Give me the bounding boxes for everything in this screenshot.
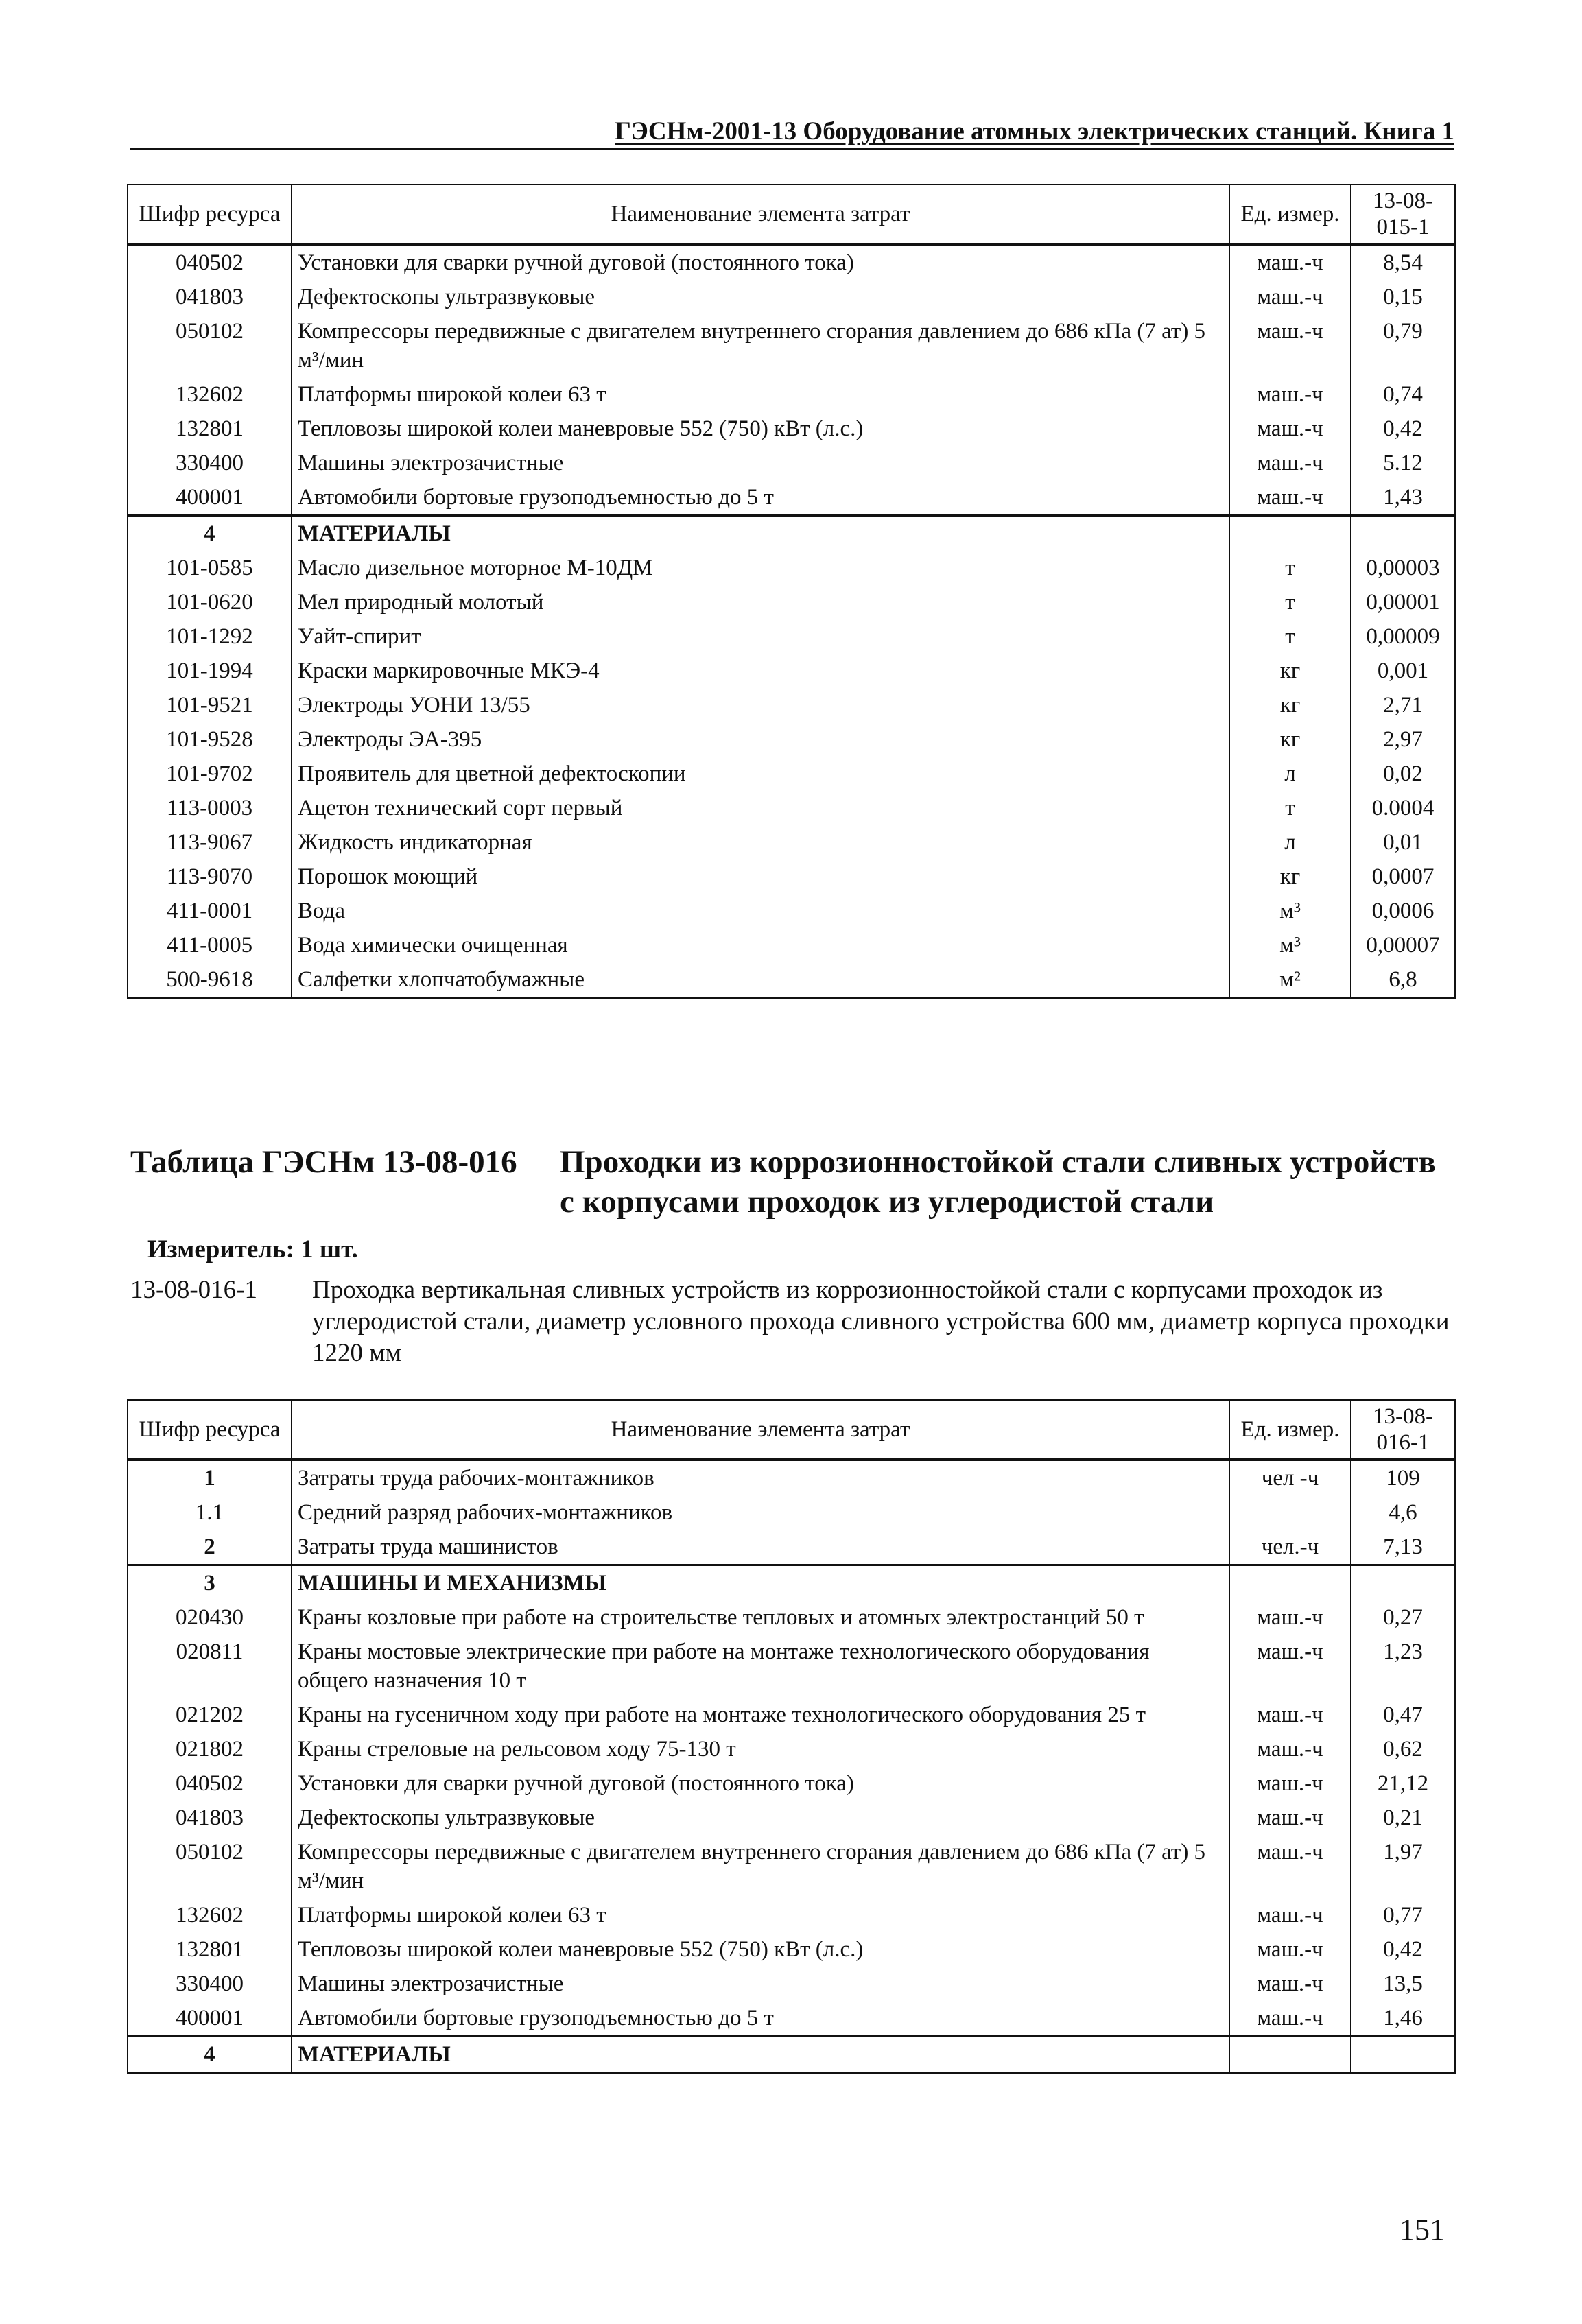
column-header-norm: 13-08-016-1 [1351, 1400, 1455, 1460]
resource-unit: маш.-ч [1229, 280, 1351, 314]
table-row [128, 1932, 1455, 1967]
resource-unit: маш.-ч [1229, 480, 1351, 516]
resource-name: Средний разряд рабочих-монтажников [292, 1495, 1229, 1530]
resource-name: Автомобили бортовые грузоподъемностью до 5 т [292, 480, 1229, 516]
resource-unit: маш.-ч [1229, 314, 1351, 377]
resource-code: 2 [128, 1530, 292, 1565]
table-row [128, 412, 1455, 446]
table-row [128, 585, 1455, 619]
resource-value: 0,01 [1351, 825, 1455, 859]
resource-value: 1,46 [1351, 2001, 1455, 2037]
table-row [128, 1698, 1455, 1732]
resource-value: 1,23 [1351, 1635, 1455, 1698]
table-row [128, 791, 1455, 825]
table-row [128, 1967, 1455, 2001]
resource-value: 8,54 [1351, 244, 1455, 280]
resource-unit [1229, 2037, 1351, 2073]
table-row [128, 1835, 1455, 1898]
resource-code: 021802 [128, 1732, 292, 1766]
resource-code: 050102 [128, 1835, 292, 1898]
resource-code: 1 [128, 1460, 292, 1495]
resource-value: 0,0007 [1351, 859, 1455, 894]
resource-unit: маш.-ч [1229, 1835, 1351, 1898]
resource-value: 0.0004 [1351, 791, 1455, 825]
resource-name: Электроды ЭА-395 [292, 722, 1229, 757]
resource-value: 1,43 [1351, 480, 1455, 516]
resource-unit: т [1229, 791, 1351, 825]
resource-value: 0,74 [1351, 377, 1455, 412]
resource-name: Уайт-спирит [292, 619, 1229, 654]
resource-code: 021202 [128, 1698, 292, 1732]
norm-description: Проходка вертикальная сливных устройств из коррозионностойкой стали с корпусами проходок из углеродистой стали, диаметр условного прохода сливного устройства 600 мм, диаметр корпуса проходки 1220 мм [312, 1276, 1450, 1367]
resource-name: Электроды УОНИ 13/55 [292, 688, 1229, 722]
resource-code: 132801 [128, 1932, 292, 1967]
column-header-code: Шифр ресурса [128, 185, 292, 244]
resource-code: 400001 [128, 2001, 292, 2037]
resource-value: 5.12 [1351, 446, 1455, 480]
resource-name: Платформы широкой колеи 63 т [292, 377, 1229, 412]
resource-unit: маш.-ч [1229, 1635, 1351, 1698]
resource-unit: маш.-ч [1229, 377, 1351, 412]
resource-value: 0,27 [1351, 1600, 1455, 1635]
table-row [128, 1732, 1455, 1766]
resource-value: 2,71 [1351, 688, 1455, 722]
resource-value: 0,79 [1351, 314, 1455, 377]
resource-value: 0,00001 [1351, 585, 1455, 619]
table-title-label: Таблица ГЭСНм 13-08-016 [130, 1144, 517, 1180]
resource-unit: маш.-ч [1229, 1732, 1351, 1766]
resource-name: Установки для сварки ручной дуговой (постоянного тока) [292, 244, 1229, 280]
resource-unit: маш.-ч [1229, 244, 1351, 280]
table-row [128, 825, 1455, 859]
resource-name: Платформы широкой колеи 63 т [292, 1898, 1229, 1932]
resource-value: 0,47 [1351, 1698, 1455, 1732]
resource-unit: кг [1229, 859, 1351, 894]
measure-unit [147, 1235, 358, 1264]
resource-value: 0,42 [1351, 1932, 1455, 1967]
resource-unit: л [1229, 825, 1351, 859]
resource-unit [1229, 1565, 1351, 1601]
table-row [128, 894, 1455, 928]
table-row [128, 1495, 1455, 1530]
page-header [130, 117, 1454, 150]
resource-table-1 [127, 184, 1456, 999]
resource-unit: м³ [1229, 894, 1351, 928]
resource-code: 020430 [128, 1600, 292, 1635]
table-row [128, 1635, 1455, 1698]
resource-name: Затраты труда рабочих-монтажников [292, 1460, 1229, 1495]
norm-code: 13-08-016-1 [130, 1276, 257, 1304]
resource-code: 500-9618 [128, 962, 292, 998]
column-header-name: Наименование элемента затрат [292, 1400, 1229, 1460]
table-row [128, 928, 1455, 962]
resource-code: 040502 [128, 244, 292, 280]
resource-name: Дефектоскопы ультразвуковые [292, 280, 1229, 314]
resource-value: 0,15 [1351, 280, 1455, 314]
resource-name: Краски маркировочные МКЭ-4 [292, 654, 1229, 688]
page-number: 151 [1400, 2213, 1445, 2246]
resource-code: 1.1 [128, 1495, 292, 1530]
resource-code: 020811 [128, 1635, 292, 1698]
resource-code: 101-9528 [128, 722, 292, 757]
resource-code: 330400 [128, 1967, 292, 2001]
page-header-title: ГЭСНм-2001-13 Оборудование атомных электрических станций. Книга 1 [615, 117, 1454, 145]
resource-value: 0,00007 [1351, 928, 1455, 962]
resource-code: 050102 [128, 314, 292, 377]
table-row [128, 280, 1455, 314]
table-row [128, 244, 1455, 280]
table-row [128, 1460, 1455, 1495]
resource-value: 0,00003 [1351, 551, 1455, 585]
table-header-row [128, 185, 1455, 244]
table-row [128, 859, 1455, 894]
resource-name: Краны козловые при работе на строительстве тепловых и атомных электростанций 50 т [292, 1600, 1229, 1635]
resource-unit: т [1229, 619, 1351, 654]
resource-code: 101-0620 [128, 585, 292, 619]
resource-value [1351, 2037, 1455, 2073]
table-row [128, 654, 1455, 688]
resource-unit [1229, 1495, 1351, 1530]
resource-unit: маш.-ч [1229, 1766, 1351, 1801]
table-row [128, 1801, 1455, 1835]
resource-value: 0,02 [1351, 757, 1455, 791]
resource-code: 101-0585 [128, 551, 292, 585]
resource-code: 101-9702 [128, 757, 292, 791]
resource-code: 330400 [128, 446, 292, 480]
resource-name: Машины электрозачистные [292, 446, 1229, 480]
table-title-text: Проходки из коррозионностойкой стали сливных устройств с корпусами проходок из углеродистой стали [560, 1144, 1436, 1220]
table-section-row [128, 516, 1455, 552]
resource-code: 113-9070 [128, 859, 292, 894]
resource-unit: чел.-ч [1229, 1530, 1351, 1565]
resource-name: Установки для сварки ручной дуговой (постоянного тока) [292, 1766, 1229, 1801]
resource-unit: маш.-ч [1229, 1898, 1351, 1932]
resource-code: 400001 [128, 480, 292, 516]
resource-name: Порошок моющий [292, 859, 1229, 894]
resource-name: МАШИНЫ И МЕХАНИЗМЫ [292, 1565, 1229, 1601]
column-header-code: Шифр ресурса [128, 1400, 292, 1460]
resource-name: Машины электрозачистные [292, 1967, 1229, 2001]
resource-name: Дефектоскопы ультразвуковые [292, 1801, 1229, 1835]
resource-name: Краны мостовые электрические при работе на монтаже технологического оборудования общего назначения 10 т [292, 1635, 1229, 1698]
resource-code: 4 [128, 516, 292, 552]
resource-name: Вода химически очищенная [292, 928, 1229, 962]
resource-name: Масло дизельное моторное М-10ДМ [292, 551, 1229, 585]
resource-unit: л [1229, 757, 1351, 791]
column-header-unit: Ед. измер. [1229, 1400, 1351, 1460]
resource-code: 101-1994 [128, 654, 292, 688]
resource-code: 4 [128, 2037, 292, 2073]
resource-unit: маш.-ч [1229, 1801, 1351, 1835]
column-header-norm: 13-08-015-1 [1351, 185, 1455, 244]
resource-code: 113-0003 [128, 791, 292, 825]
table-row [128, 314, 1455, 377]
resource-name: Краны стреловые на рельсовом ходу 75-130 т [292, 1732, 1229, 1766]
resource-unit: чел -ч [1229, 1460, 1351, 1495]
resource-name: Салфетки хлопчатобумажные [292, 962, 1229, 998]
resource-value: 0,21 [1351, 1801, 1455, 1835]
resource-unit: маш.-ч [1229, 2001, 1351, 2037]
table-row [128, 688, 1455, 722]
resource-value: 0,0006 [1351, 894, 1455, 928]
resource-name: Мел природный молотый [292, 585, 1229, 619]
resource-name: Затраты труда машинистов [292, 1530, 1229, 1565]
resource-unit: маш.-ч [1229, 1698, 1351, 1732]
resource-unit [1229, 516, 1351, 552]
resource-unit: кг [1229, 654, 1351, 688]
resource-unit: маш.-ч [1229, 446, 1351, 480]
resource-unit: кг [1229, 688, 1351, 722]
resource-value [1351, 516, 1455, 552]
table-row [128, 722, 1455, 757]
resource-value: 6,8 [1351, 962, 1455, 998]
resource-code: 3 [128, 1565, 292, 1601]
resource-name: Вода [292, 894, 1229, 928]
resource-value: 4,6 [1351, 1495, 1455, 1530]
table-section-row [128, 2037, 1455, 2073]
resource-value: 0,001 [1351, 654, 1455, 688]
resource-value: 2,97 [1351, 722, 1455, 757]
resource-code: 041803 [128, 280, 292, 314]
table-row [128, 551, 1455, 585]
resource-name: Автомобили бортовые грузоподъемностью до 5 т [292, 2001, 1229, 2037]
table-header-row [128, 1400, 1455, 1460]
resource-name: Компрессоры передвижные с двигателем внутреннего сгорания давлением до 686 кПа (7 ат) 5 м³/мин [292, 1835, 1229, 1898]
resource-value: 0,00009 [1351, 619, 1455, 654]
resource-value: 0,77 [1351, 1898, 1455, 1932]
resource-value: 0,62 [1351, 1732, 1455, 1766]
resource-name: Тепловозы широкой колеи маневровые 552 (750) кВт (л.с.) [292, 412, 1229, 446]
resource-value: 21,12 [1351, 1766, 1455, 1801]
table-row [128, 480, 1455, 516]
resource-code: 132602 [128, 1898, 292, 1932]
measure-label: Измеритель: [147, 1235, 294, 1264]
resource-table-2 [127, 1399, 1456, 2074]
resource-name: Жидкость индикаторная [292, 825, 1229, 859]
resource-unit: т [1229, 585, 1351, 619]
table-row [128, 1766, 1455, 1801]
resource-code: 411-0005 [128, 928, 292, 962]
resource-name: Краны на гусеничном ходу при работе на монтаже технологического оборудования 25 т [292, 1698, 1229, 1732]
resource-value [1351, 1565, 1455, 1601]
resource-code: 101-1292 [128, 619, 292, 654]
resource-value: 1,97 [1351, 1835, 1455, 1898]
resource-code: 113-9067 [128, 825, 292, 859]
table-section-row [128, 1565, 1455, 1601]
resource-unit: маш.-ч [1229, 1932, 1351, 1967]
resource-unit: маш.-ч [1229, 1600, 1351, 1635]
resource-value: 13,5 [1351, 1967, 1455, 2001]
resource-unit: м² [1229, 962, 1351, 998]
resource-unit: маш.-ч [1229, 1967, 1351, 2001]
resource-name: Компрессоры передвижные с двигателем внутреннего сгорания давлением до 686 кПа (7 ат) 5 м³/мин [292, 314, 1229, 377]
resource-unit: кг [1229, 722, 1351, 757]
column-header-name: Наименование элемента затрат [292, 185, 1229, 244]
measure-value: 1 шт. [300, 1235, 358, 1264]
resource-code: 101-9521 [128, 688, 292, 722]
resource-unit: маш.-ч [1229, 412, 1351, 446]
resource-code: 132801 [128, 412, 292, 446]
resource-code: 040502 [128, 1766, 292, 1801]
table-row [128, 619, 1455, 654]
resource-name: Тепловозы широкой колеи маневровые 552 (750) кВт (л.с.) [292, 1932, 1229, 1967]
resource-unit: м³ [1229, 928, 1351, 962]
table-row [128, 2001, 1455, 2037]
table-row [128, 1530, 1455, 1565]
resource-name: МАТЕРИАЛЫ [292, 2037, 1229, 2073]
resource-unit: т [1229, 551, 1351, 585]
column-header-unit: Ед. измер. [1229, 185, 1351, 244]
table-row [128, 962, 1455, 998]
resource-code: 041803 [128, 1801, 292, 1835]
resource-name: Ацетон технический сорт первый [292, 791, 1229, 825]
resource-value: 7,13 [1351, 1530, 1455, 1565]
resource-name: Проявитель для цветной дефектоскопии [292, 757, 1229, 791]
table-row [128, 1600, 1455, 1635]
resource-name: МАТЕРИАЛЫ [292, 516, 1229, 552]
table-row [128, 757, 1455, 791]
resource-value: 0,42 [1351, 412, 1455, 446]
table-row [128, 446, 1455, 480]
table-row [128, 377, 1455, 412]
resource-code: 411-0001 [128, 894, 292, 928]
resource-code: 132602 [128, 377, 292, 412]
table-row [128, 1898, 1455, 1932]
resource-value: 109 [1351, 1460, 1455, 1495]
